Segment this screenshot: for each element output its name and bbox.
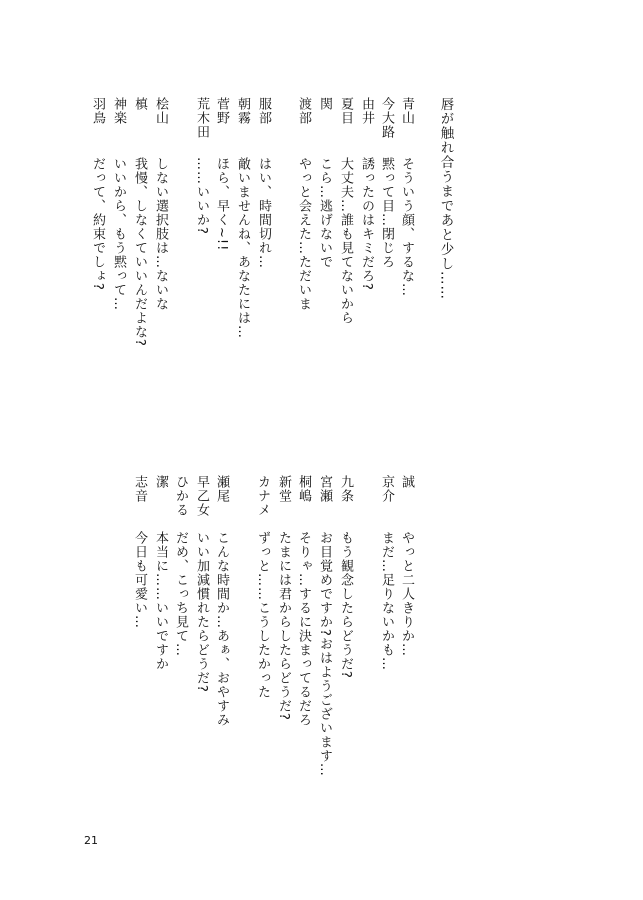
dialogue-line: 誘ったのはキミだろ? <box>359 157 374 291</box>
dialogue-line: 我慢、しなくていいんだよな? <box>132 157 147 347</box>
dialogue-line: お目覚めですか?おはようございます… <box>317 531 332 777</box>
dialogue-line: こら…逃げないで <box>317 157 332 269</box>
speaker-name: 九条 <box>338 475 353 503</box>
speaker-name: 由井 <box>359 97 374 125</box>
dialogue-line: たまには君からしたらどうだ? <box>276 531 291 721</box>
dialogue-line: 今日も可愛い… <box>132 531 147 629</box>
speaker-name: 今大路 <box>379 97 394 139</box>
speaker-name: 菅野 <box>214 97 229 125</box>
speaker-name: 新堂 <box>276 475 291 503</box>
speaker-name: 羽鳥 <box>90 97 105 125</box>
dialogue-line: こんな時間か…あぁ、おやすみ <box>214 531 229 727</box>
dialogue-line: 黙って目…閉じろ <box>379 157 394 269</box>
speaker-name: カナメ <box>255 475 270 517</box>
page-title: 唇が触れ合うまであと少し…… <box>437 97 454 300</box>
speaker-name: 関 <box>317 97 332 111</box>
dialogue-line: やっと会えた…ただいま <box>296 157 311 311</box>
speaker-name: ひかる <box>173 475 188 517</box>
page-number: 21 <box>84 834 98 847</box>
speaker-name: 誠 <box>399 475 414 489</box>
dialogue-line: もう観念したらどうだ? <box>338 531 353 679</box>
dialogue-line: そういう顔、するな… <box>399 157 414 297</box>
speaker-name: 志音 <box>132 475 147 503</box>
dialogue-line: やっと二人きりか… <box>399 531 414 657</box>
speaker-name: 渡部 <box>296 97 311 125</box>
speaker-name: 朝霧 <box>235 97 250 125</box>
dialogue-line: ずっと……こうしたかった <box>255 531 270 699</box>
speaker-name: 荒木田 <box>194 97 209 139</box>
speaker-name: 桧山 <box>153 97 168 125</box>
dialogue-line: いい加減慣れたらどうだ? <box>194 531 209 693</box>
dialogue-line: はい、時間切れ… <box>256 157 271 269</box>
dialogue-line: そりゃ…するに決まってるだろ <box>296 531 311 727</box>
speaker-name: 桐嶋 <box>296 475 311 503</box>
speaker-name: 宮瀬 <box>317 475 332 503</box>
speaker-name: 京介 <box>379 475 394 503</box>
speaker-name: 槙 <box>132 97 147 111</box>
dialogue-line: しない選択肢は…ないな <box>153 157 168 311</box>
speaker-name: 潔 <box>153 475 168 489</box>
dialogue-line: ほら、早く~!! <box>214 157 229 252</box>
dialogue-line: 敵いませんね、あなたには… <box>235 157 250 339</box>
dialogue-line: ……いいか? <box>194 157 209 235</box>
dialogue-line: だって、約束でしょ? <box>90 157 105 291</box>
dialogue-line: 大丈夫…誰も見てないから <box>338 157 353 325</box>
dialogue-line: 本当に……いいですか <box>153 531 168 671</box>
speaker-name: 瀬尾 <box>214 475 229 503</box>
dialogue-line: まだ…足りないかも… <box>379 531 394 671</box>
dialogue-line: いいから、もう黙って… <box>111 157 126 311</box>
speaker-name: 神楽 <box>111 97 126 125</box>
dialogue-line: だめ、こっち見て… <box>173 531 188 657</box>
speaker-name: 青山 <box>399 97 414 125</box>
speaker-name: 夏目 <box>338 97 353 125</box>
speaker-name: 早乙女 <box>194 475 209 517</box>
speaker-name: 服部 <box>256 97 271 125</box>
